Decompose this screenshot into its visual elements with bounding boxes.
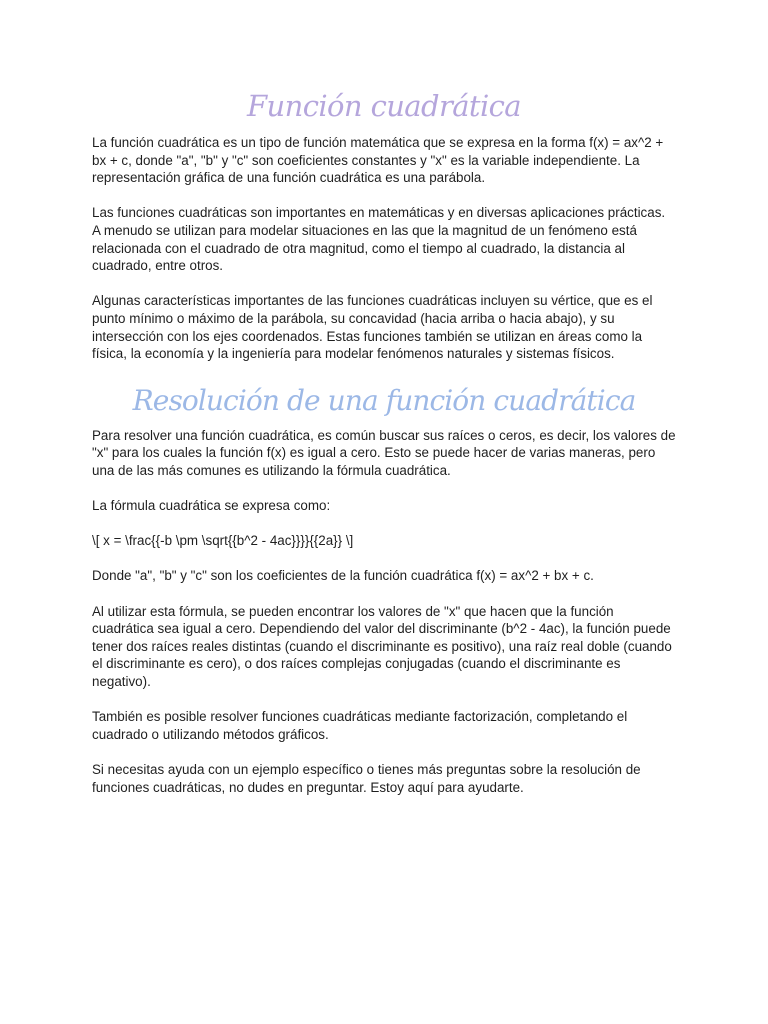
section-title: Resolución de una función cuadrática <box>132 383 636 417</box>
intro-section <box>92 134 676 363</box>
intro-paragraph-characteristics: Algunas características importantes de las funciones cuadráticas incluyen su vértice, que es el punto mínimo o máximo de la parábola, su concavidad (hacia arriba o hacia abajo), y su intersección con los ejes coordenados. Estas funciones también se utilizan en áreas como la física, la economía y la ingeniería para modelar fenómenos naturales y sistemas físicos. <box>92 293 653 362</box>
section-paragraph-coefficients: Donde "a", "b" y "c" son los coeficientes de la función cuadrática f(x) = ax^2 + bx + c. <box>92 568 594 584</box>
section-paragraph-discriminant: Al utilizar esta fórmula, se pueden encontrar los valores de "x" que hacen que la función cuadrática sea igual a cero. Dependiendo del valor del discriminante (b^2 - 4ac), la función puede tener dos raíces reales distintas (cuando el discriminante es positivo), una raíz real doble (cuando el discriminante es cero), o dos raíces complejas conjugadas (cuando el discriminante es negativo). <box>92 603 672 690</box>
intro-paragraph-importance: Las funciones cuadráticas son importantes en matemáticas y en diversas aplicaciones prácticas. A menudo se utilizan para modelar situaciones en las que la magnitud de un fenómeno está relacionada con el cuadrado de otra magnitud, como el tiempo al cuadrado, la distancia al cuadrado, entre otros. <box>92 205 666 274</box>
formula-line: \[ x = \frac{{-b \pm \sqrt{{b^2 - 4ac}}}}{{2a}} \] <box>92 533 354 549</box>
section-paragraph-roots: Para resolver una función cuadrática, es común buscar sus raíces o ceros, es decir, los valores de "x" para los cuales la función f(x) es igual a cero. Esto se puede hacer de varias maneras, pero una de las más comunes es utilizando la fórmula cuadrática. <box>92 427 676 478</box>
section-paragraph-help: Si necesitas ayuda con un ejemplo específico o tienes más preguntas sobre la resolución de funciones cuadráticas, no dudes en preguntar. Estoy aquí para ayudarte. <box>92 762 641 795</box>
document-title: Función cuadrática <box>247 89 521 123</box>
section-paragraph-formula-intro: La fórmula cuadrática se expresa como: <box>92 498 331 514</box>
section-paragraph-methods: También es posible resolver funciones cuadráticas mediante factorización, completando el cuadrado o utilizando métodos gráficos. <box>92 709 628 742</box>
resolution-section <box>92 427 676 796</box>
document-page <box>92 86 676 796</box>
intro-paragraph-definition: La función cuadrática es un tipo de función matemática que se expresa en la forma f(x) = ax^2 + bx + c, donde "a", "b" y "c" son coeficientes constantes y "x" es la variable independiente. La representación gráfica de una función cuadrática es una parábola. <box>92 135 664 186</box>
